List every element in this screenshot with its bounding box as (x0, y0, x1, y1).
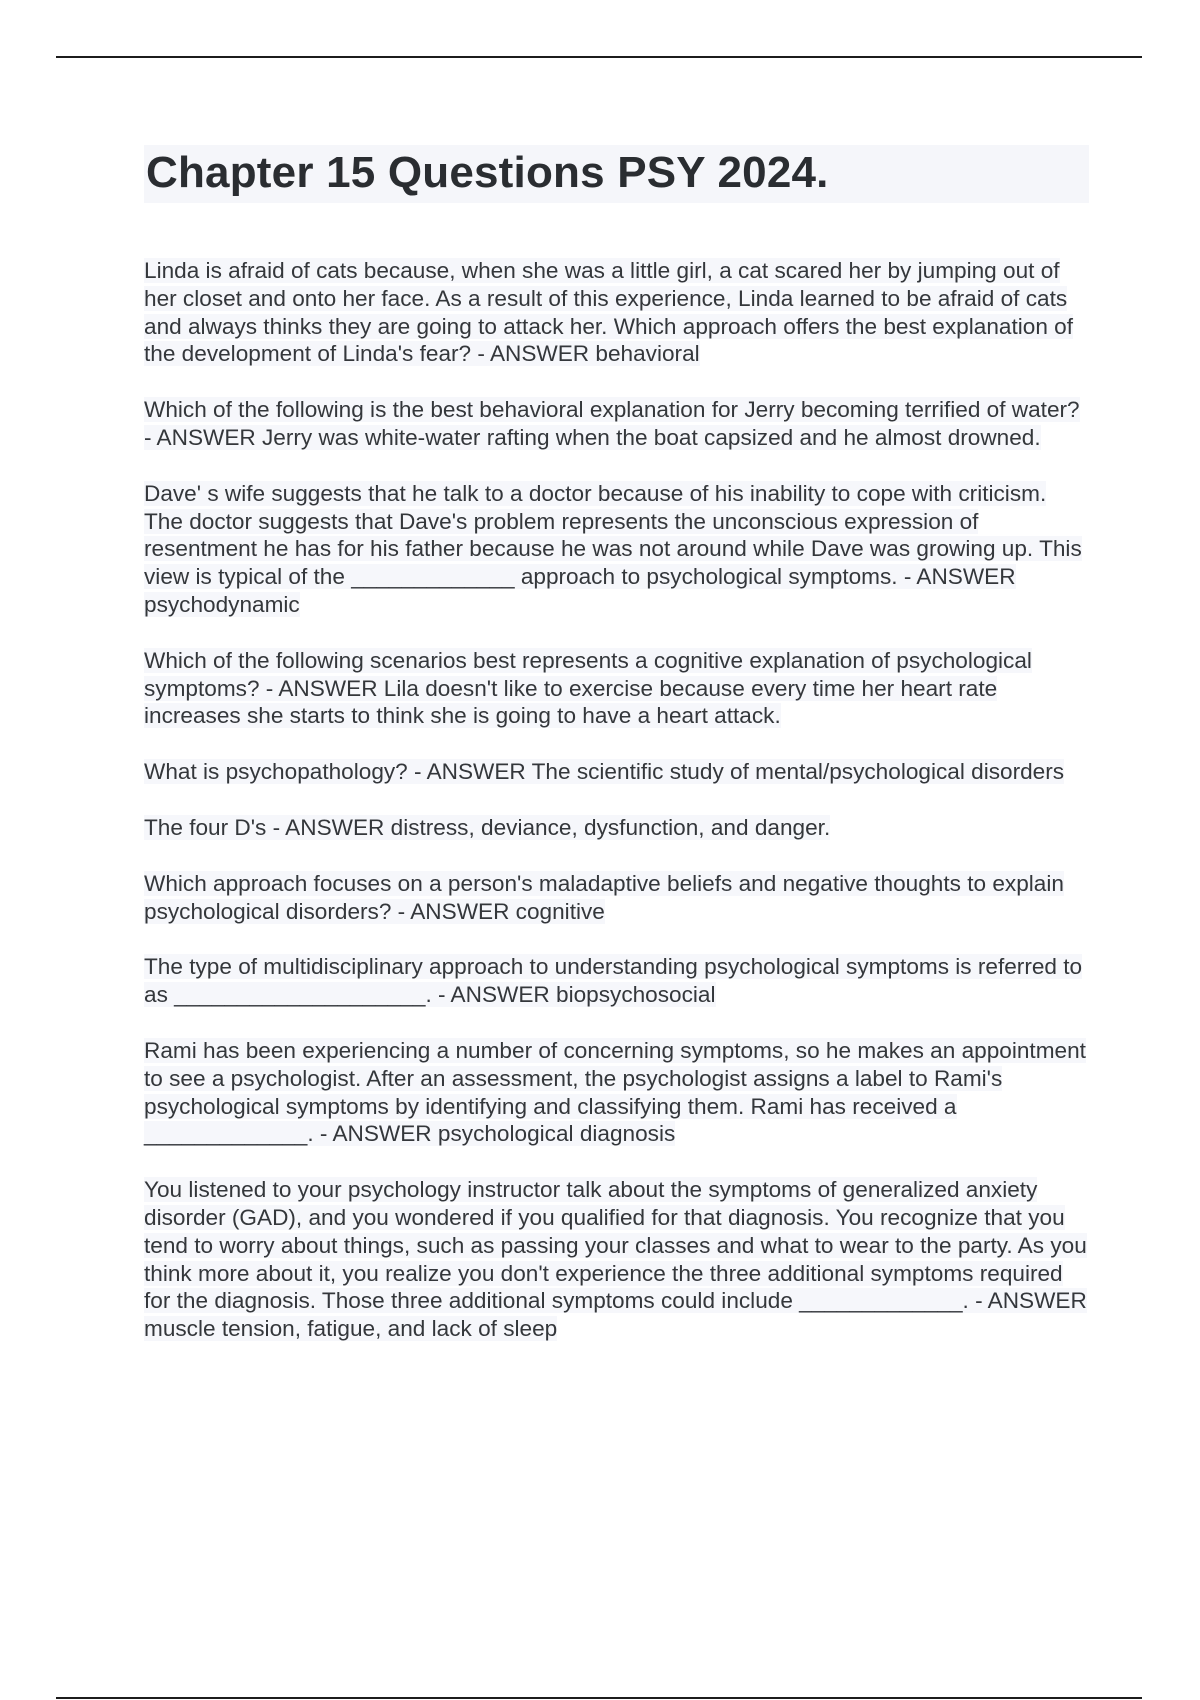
qa-text: Dave' s wife suggests that he talk to a doctor because of his inability to cope with criticism. The doctor suggests that Dave's problem represents the unconscious expression of resentment he has for his father because he was not around while Dave was growing up. This view is typical of the _____________ approach to psychological symptoms. - ANSWER psychodynamic (144, 480, 1082, 617)
qa-text: The four D's - ANSWER distress, deviance, dysfunction, and danger. (144, 814, 831, 840)
document-title: Chapter 15 Questions PSY 2024. (146, 148, 829, 197)
qa-item (144, 480, 1089, 619)
qa-item (144, 814, 1089, 842)
qa-item (144, 870, 1089, 926)
document-body (144, 145, 1089, 1371)
qa-text: Linda is afraid of cats because, when she was a little girl, a cat scared her by jumping out of her closet and onto her face. As a result of this experience, Linda learned to be afraid of cats and always thinks they are going to attack her. Which approach offers the best explanation of the development of Linda's fear? - ANSWER behavioral (144, 258, 1074, 367)
qa-item (144, 1176, 1089, 1343)
qa-text: The type of multidisciplinary approach to understanding psychological symptoms is referred to as ____________________. - ANSWER biopsychosocial (144, 954, 1083, 1008)
qa-item (144, 953, 1089, 1009)
qa-text: Which of the following scenarios best represents a cognitive explanation of psychological symptoms? - ANSWER Lila doesn't like to exercise because every time her heart rate increases she starts to think she is going to have a heart attack. (144, 647, 1032, 729)
qa-text: You listened to your psychology instructor talk about the symptoms of generalized anxiety disorder (GAD), and you wondered if you qualified for that diagnosis. You recognize that you tend to worry about things, such as passing your classes and what to wear to the party. As you think more about it, you realize you don't experience the three additional symptoms required for the diagnosis. Those three additional symptoms could include _____________. - ANSWER muscle tension, fatigue, and lack of sleep (144, 1177, 1087, 1342)
title-block (144, 145, 1089, 203)
top-divider (56, 56, 1142, 58)
qa-item (144, 1037, 1089, 1148)
qa-text: Which of the following is the best behavioral explanation for Jerry becoming terrified of water? - ANSWER Jerry was white-water rafting when the boat capsized and he almost drowned. (144, 397, 1080, 450)
qa-item (144, 257, 1089, 368)
qa-text: Rami has been experiencing a number of concerning symptoms, so he makes an appointment to see a psychologist. After an assessment, the psychologist assigns a label to Rami's psychological symptoms by identifying and classifying them. Rami has received a _____________. - ANSWER psychological diagnosis (144, 1037, 1086, 1147)
qa-text: What is psychopathology? - ANSWER The scientific study of mental/psychological disorders (144, 759, 1065, 785)
qa-text: Which approach focuses on a person's maladaptive beliefs and negative thoughts to explain psychological disorders? - ANSWER cognitive (144, 870, 1064, 924)
qa-item (144, 758, 1089, 786)
qa-item (144, 647, 1089, 730)
qa-item (144, 396, 1089, 452)
bottom-divider (56, 1697, 1142, 1699)
question-list (144, 257, 1089, 1343)
